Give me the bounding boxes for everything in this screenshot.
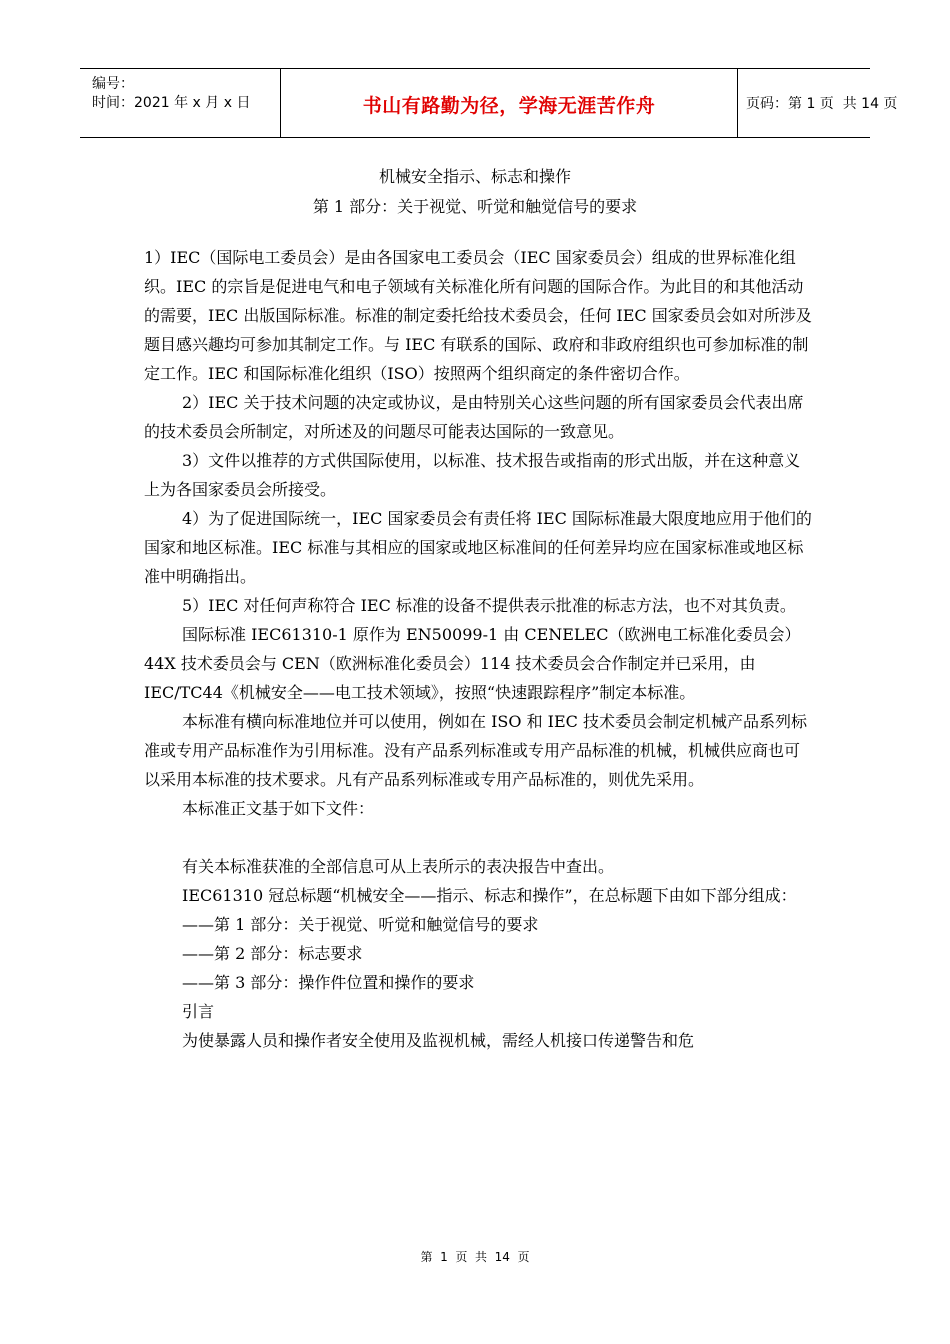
header-page-cell xyxy=(736,69,898,137)
list-item: ——第 1 部分：关于视觉、听觉和触觉信号的要求 xyxy=(182,915,539,934)
header-meta-cell xyxy=(80,69,280,137)
paragraph: 为使暴露人员和操作者安全使用及监视机械，需经人机接口传递警告和危 xyxy=(182,1031,695,1050)
page-info: 页码：第 1 页 共 14 页 xyxy=(746,96,898,112)
paragraph: 5）IEC 对任何声称符合 IEC 标准的设备不提供表示批准的标志方法，也不对其负责。 xyxy=(182,596,796,615)
document-subtitle: 第 1 部分：关于视觉、听觉和触觉信号的要求 xyxy=(312,197,638,216)
paragraph: IEC61310 冠总标题“机械安全——指示、标志和操作”，在总标题下由如下部分组成： xyxy=(182,886,797,905)
blank-table-space xyxy=(144,823,812,852)
paragraph: 本标准有横向标准地位并可以使用，例如在 ISO 和 IEC 技术委员会制定机械产品系列标准或专用产品标准作为引用标准。没有产品系列标准或专用产品标准的机械，机械供应商也可以采用本标准的技术要求。凡有产品系列标准或专用产品标准的，则优先采用。 xyxy=(144,712,807,789)
paragraph: 本标准正文基于如下文件： xyxy=(182,799,375,818)
page-header xyxy=(80,68,898,138)
paragraph: 3）文件以推荐的方式供国际使用，以标准、技术报告或指南的形式出版，并在这种意义上为各国家委员会所接受。 xyxy=(144,451,801,499)
motto: 书山有路勤为径，学海无涯苦作舟 xyxy=(362,95,656,117)
number-label: 编号： xyxy=(92,76,134,92)
paragraph: 国际标准 IEC61310-1 原作为 EN50099-1 由 CENELEC（欧洲电工标准化委员会）44X 技术委员会与 CEN（欧洲标准化委员会）114 技术委员会合作制定并已采用，由 IEC/TC44《机械安全——电工技术领域》，按照“快速跟踪程序”制定本标准。 xyxy=(144,625,801,702)
paragraph: 4）为了促进国际统一，IEC 国家委员会有责任将 IEC 国际标准最大限度地应用于他们的国家和地区标准。IEC 标准与其相应的国家或地区标准间的任何差异均应在国家标准或地区标准中明确指出。 xyxy=(144,509,812,586)
time-label: 时间：2021 年 x 月 x 日 xyxy=(92,95,251,111)
header-motto-cell xyxy=(280,69,738,137)
list-item: ——第 3 部分：操作件位置和操作的要求 xyxy=(182,973,475,992)
paragraph: 有关本标准获准的全部信息可从上表所示的表决报告中查出。 xyxy=(182,857,615,876)
list-item: ——第 2 部分：标志要求 xyxy=(182,944,363,963)
document-title: 机械安全指示、标志和操作 xyxy=(378,167,571,186)
paragraph: 1）IEC（国际电工委员会）是由各国家电工委员会（IEC 国家委员会）组成的世界标准化组织。IEC 的宗旨是促进电气和电子领域有关标准化所有问题的国际合作。为此目的和其他活动的需要，IEC 出版国际标准。标准的制定委托给技术委员会，任何 IEC 国家委员会如对所涉及题目感兴趣均可参加其制定工作。与 IEC 有联系的国际、政府和非政府组织也可参加标准的制定工作。IEC 和国际标准化组织（ISO）按照两个组织商定的条件密切合作。 xyxy=(144,248,812,383)
page-footer: 第 1 页 共 14 页 xyxy=(420,1250,530,1264)
section-heading: 引言 xyxy=(182,1002,215,1021)
paragraph: 2）IEC 关于技术问题的决定或协议，是由特别关心这些问题的所有国家委员会代表出席的技术委员会所制定，对所述及的问题尽可能表达国际的一致意见。 xyxy=(144,393,804,441)
document-body xyxy=(144,243,812,1055)
